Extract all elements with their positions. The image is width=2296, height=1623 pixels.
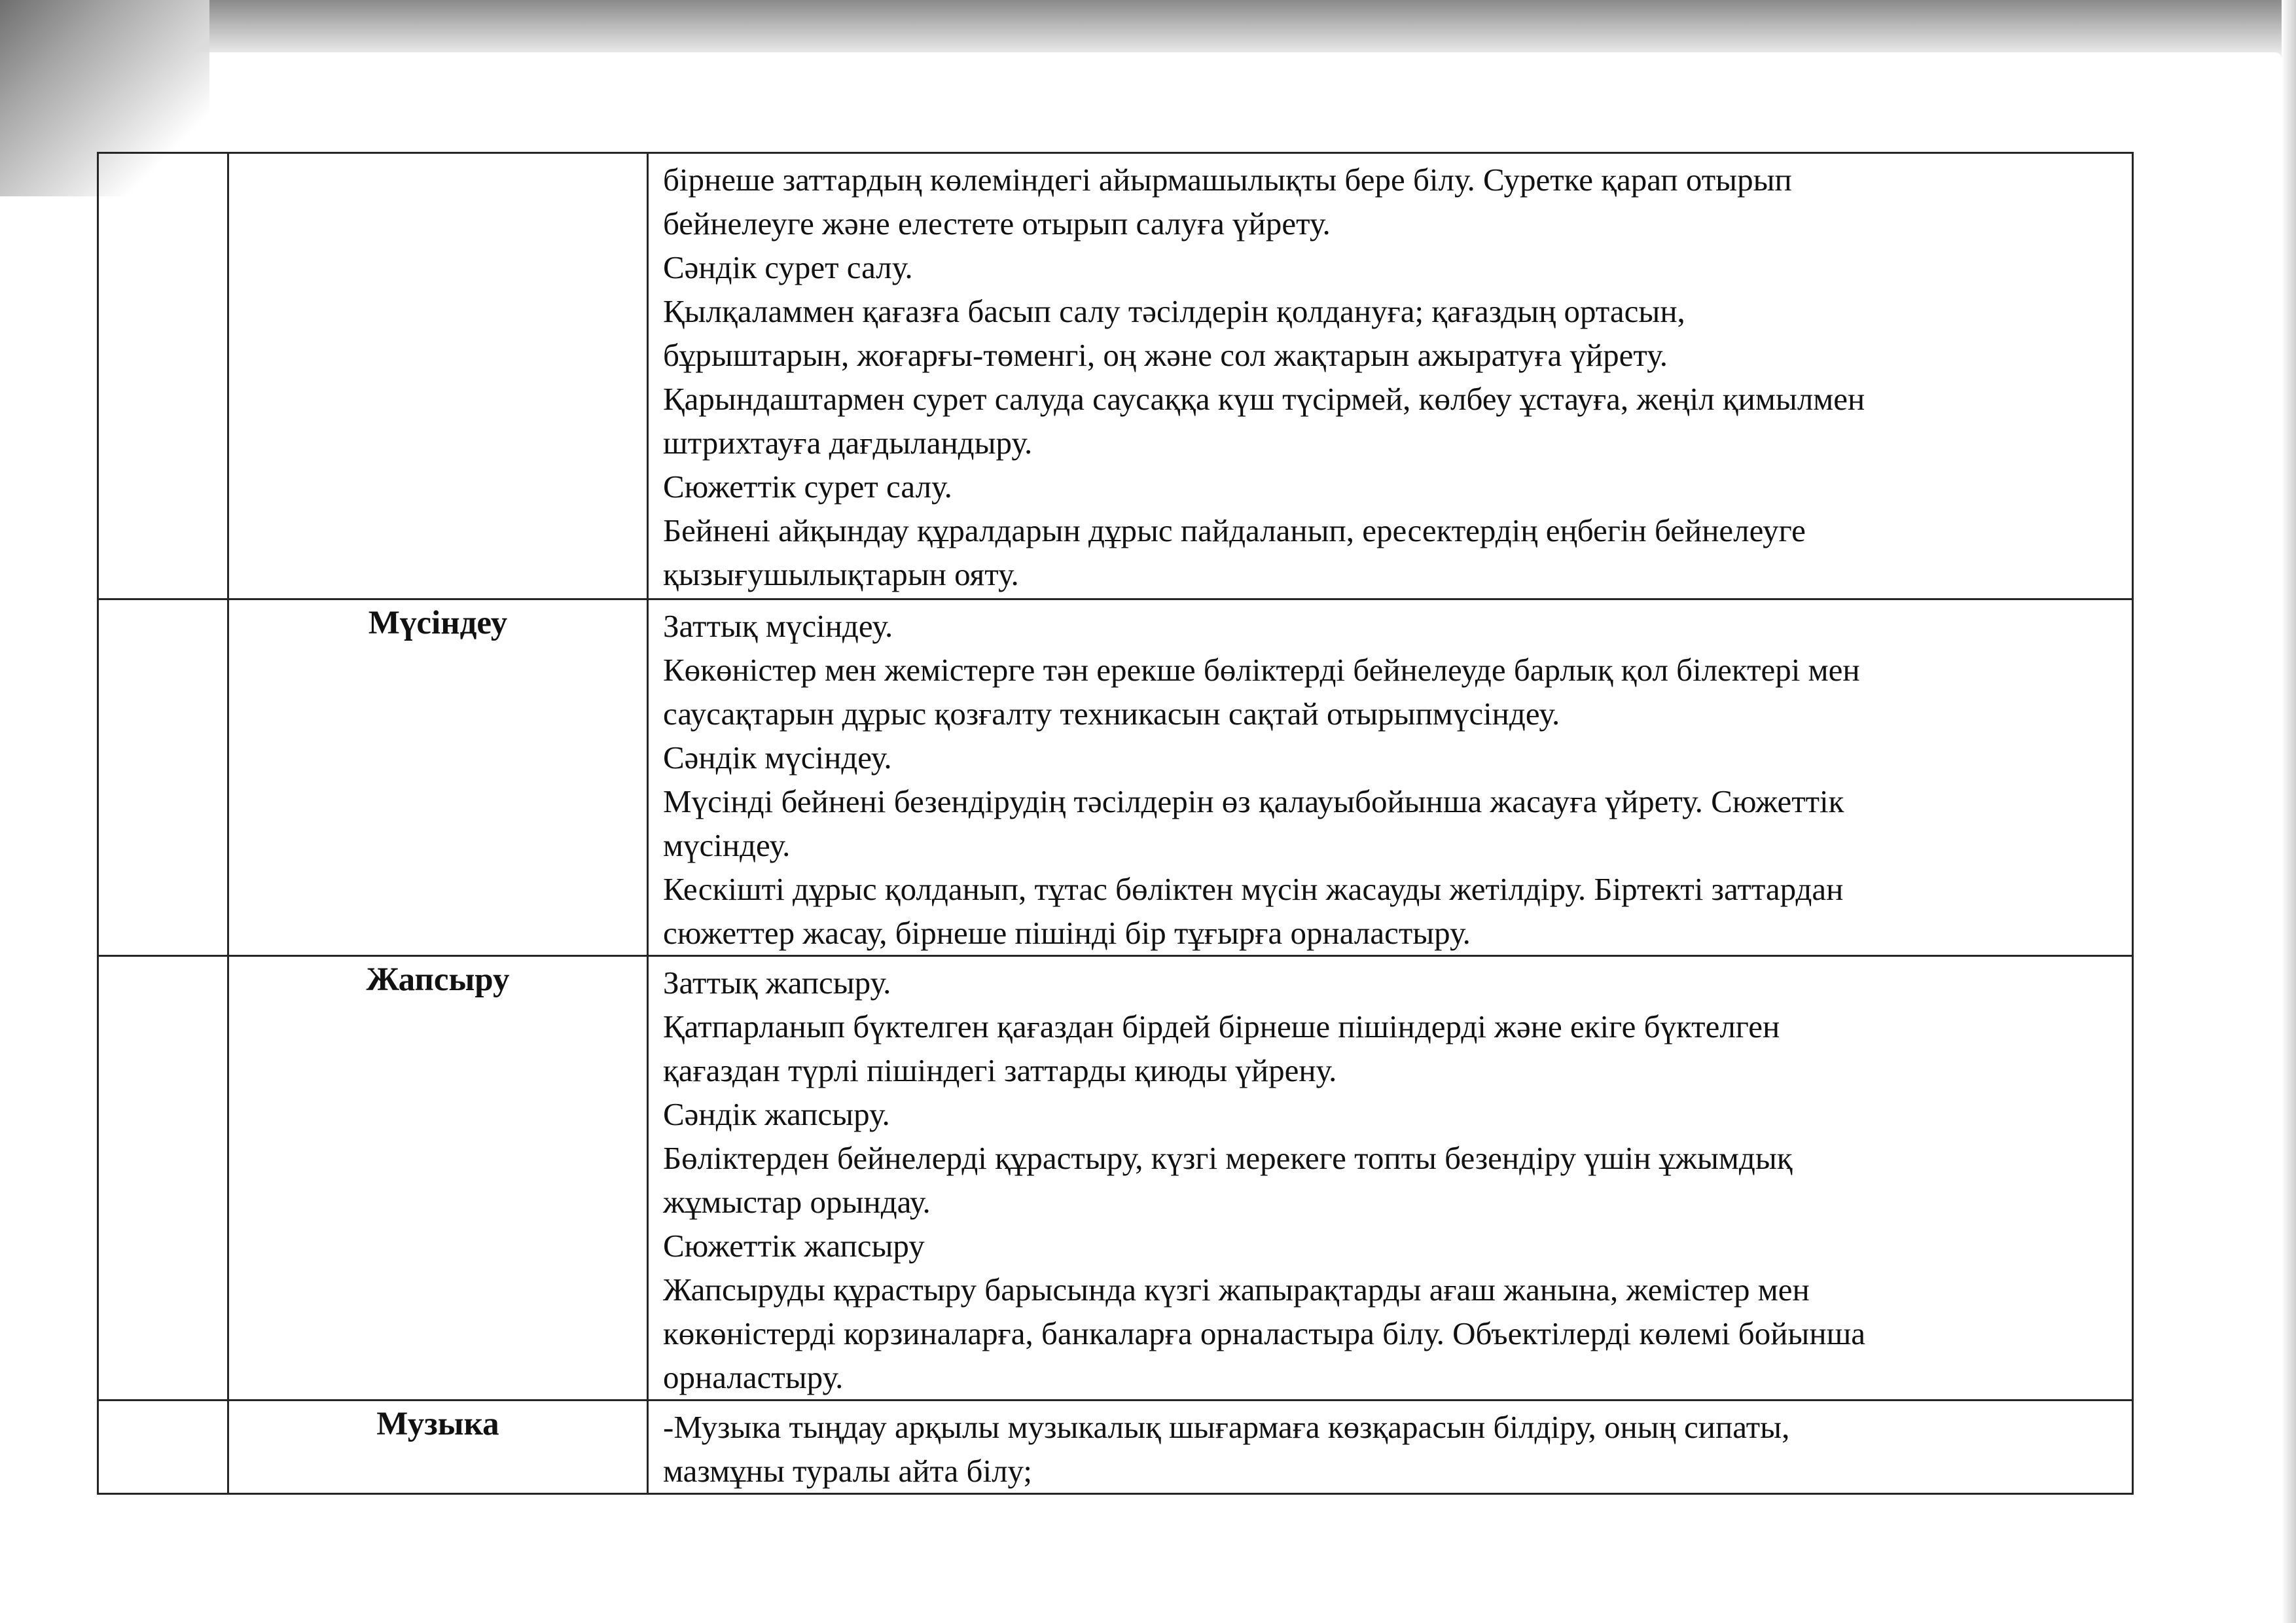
content-line: көкөністерді корзиналарға, банкаларға орналастыра білу. Объектілерді көлемі бойынша [663, 1315, 1866, 1351]
section-label [229, 154, 647, 155]
curriculum-table [97, 152, 2134, 1495]
section-cell [228, 956, 648, 1400]
content-line: мазмұны туралы айта білу; [663, 1453, 1033, 1489]
content-line: Сюжеттік жапсыру [663, 1228, 925, 1264]
content-line: Қылқаламмен қағазға басып салу тәсілдерін қолдануға; қағаздың ортасын, [663, 293, 1685, 329]
empty-cell [98, 153, 228, 599]
section-label: Музыка [376, 1406, 499, 1442]
content-line: штрихтауға дағдыландыру. [663, 425, 1033, 461]
scan-shadow-right [2282, 0, 2296, 1623]
content-cell [648, 599, 2133, 956]
content-line: Заттық жапсыру. [663, 965, 891, 1001]
content-line: сюжеттер жасау, бірнеше пішінді бір тұғырға орналастыру. [663, 915, 1471, 951]
content-line: қағаздан түрлі пішіндегі заттарды қиюды үйрену. [663, 1052, 1337, 1088]
content-line: Көкөністер мен жемістерге тән ерекше бөліктерді бейнелеуде барлық қол білектері мен [663, 652, 1860, 688]
empty-cell [98, 599, 228, 956]
content-line: Сәндік мүсіндеу. [663, 740, 892, 776]
table-row [98, 1400, 2133, 1494]
table-row [98, 599, 2133, 956]
section-cell [228, 153, 648, 599]
content-text [649, 154, 2132, 596]
section-label: Жапсыру [366, 961, 510, 998]
empty-cell [98, 956, 228, 1400]
content-line: Жапсыруды құрастыру барысында күзгі жапырақтарды ағаш жанына, жемістер мен [663, 1272, 1810, 1308]
content-line: Сәндік сурет салу. [663, 249, 913, 285]
content-line: Сюжеттік сурет салу. [663, 469, 952, 505]
content-line: Заттық мүсіндеу. [663, 608, 893, 644]
empty-cell [98, 1400, 228, 1494]
content-line: бірнеше заттардың көлеміндегі айырмашылықты бере білу. Суретке қарап отырып [663, 162, 1792, 198]
content-line: қызығушылықтарын ояту. [663, 556, 1019, 592]
content-line: орналастыру. [663, 1359, 844, 1395]
content-line: бейнелеуге және елестете отырып салуға үйрету. [663, 205, 1331, 241]
content-cell [648, 956, 2133, 1400]
content-cell [648, 153, 2133, 599]
content-line: жұмыстар орындау. [663, 1184, 931, 1220]
content-text [649, 600, 2132, 955]
content-line: Қарындаштармен сурет салуда саусаққа күш түсірмей, көлбеу ұстауға, жеңіл қимылмен [663, 381, 1865, 417]
content-line: Сәндік жапсыру. [663, 1096, 890, 1132]
content-text [649, 957, 2132, 1399]
content-line: Бейнені айқындау құралдарын дұрыс пайдаланып, ересектердің еңбегін бейнелеуге [663, 512, 1806, 548]
content-cell [648, 1400, 2133, 1494]
content-line: -Музыка тыңдау арқылы музыкалық шығармаға көзқарасын білдіру, оның сипаты, [663, 1409, 1790, 1445]
section-label: Мүсіндеу [368, 605, 508, 641]
table-row [98, 956, 2133, 1400]
content-line: бұрыштарын, жоғарғы-төменгі, оң және сол жақтарын ажыратуға үйрету. [663, 337, 1668, 373]
section-cell [228, 1400, 648, 1494]
content-text [649, 1401, 2132, 1493]
content-line: Қатпарланып бүктелген қағаздан бірдей бірнеше пішіндерді және екіге бүктелген [663, 1008, 1780, 1044]
table-row [98, 153, 2133, 599]
content-line: Бөліктерден бейнелерді құрастыру, күзгі мерекеге топты безендіру үшін ұжымдық [663, 1140, 1793, 1176]
content-line: саусақтарын дұрыс қозғалту техникасын сақтай отырыпмүсіндеу. [663, 696, 1560, 732]
content-line: мүсіндеу. [663, 827, 791, 863]
content-line: Кескішті дұрыс қолданып, тұтас бөліктен мүсін жасауды жетілдіру. Біртекті заттардан [663, 871, 1844, 907]
content-line: Мүсінді бейнені безендірудің тәсілдерін өз қалауыбойынша жасауға үйрету. Сюжеттік [663, 783, 1844, 819]
section-cell [228, 599, 648, 956]
